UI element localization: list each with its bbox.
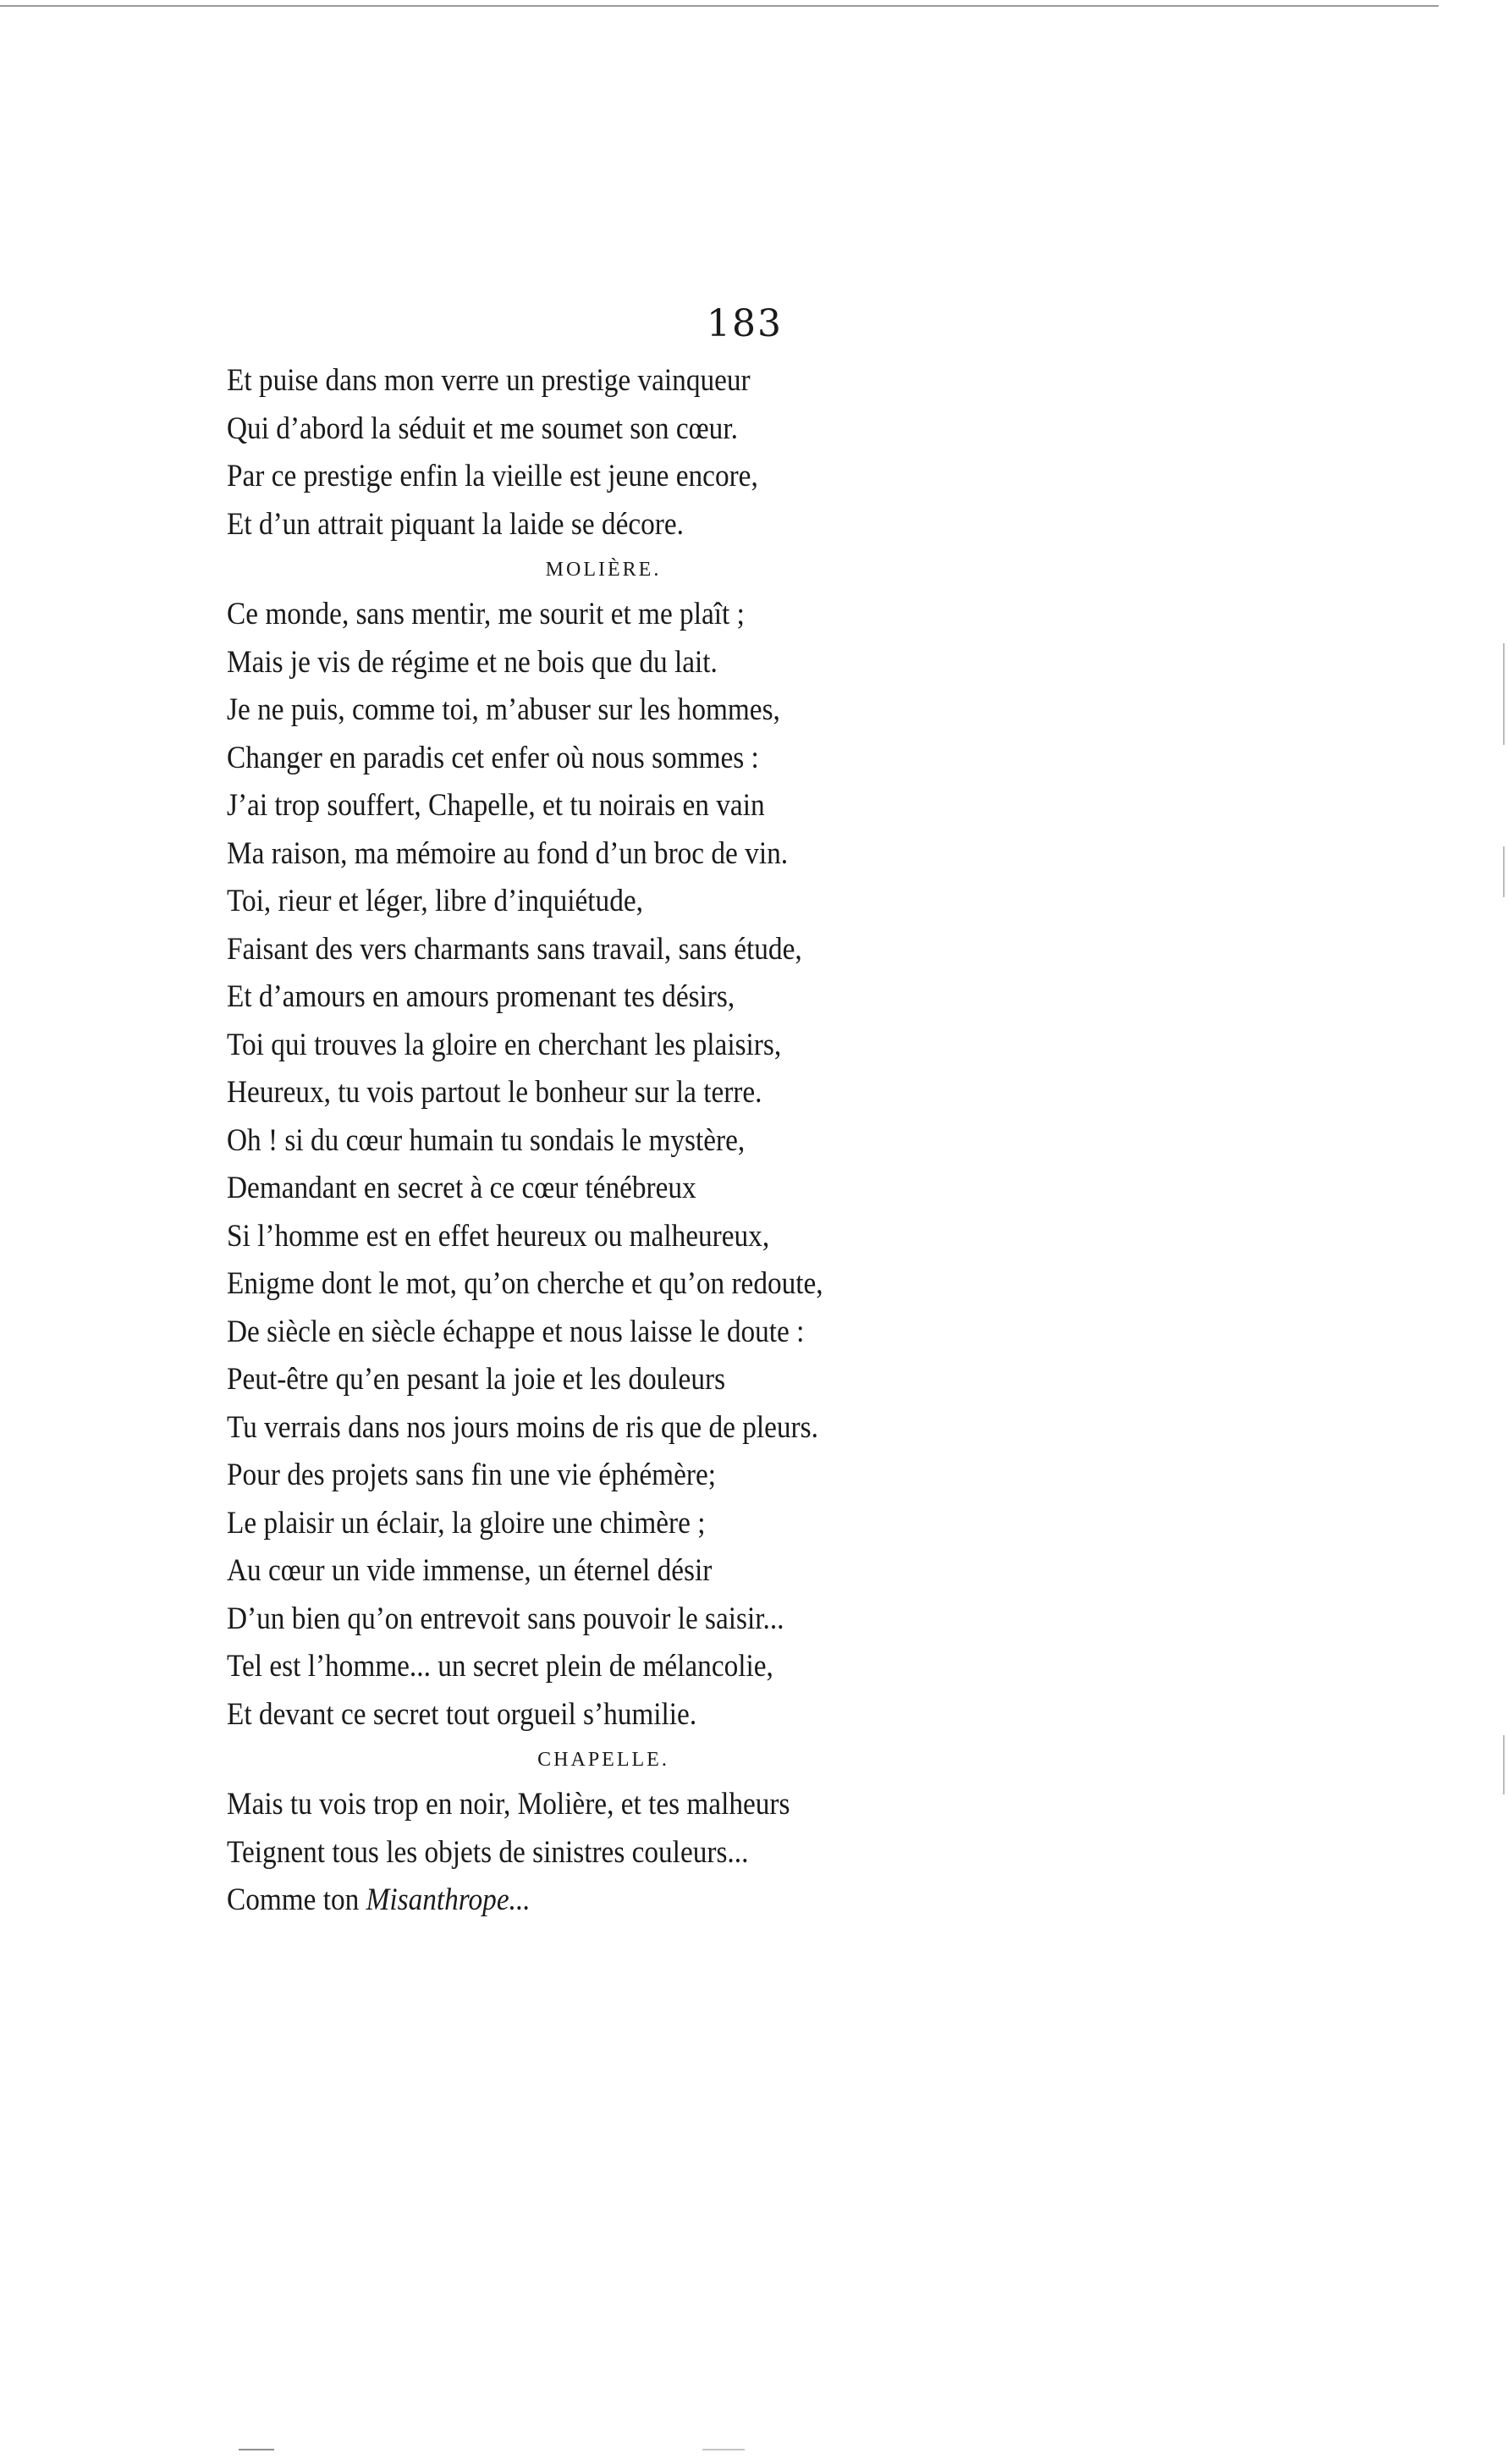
scan-edge-mark [1503, 846, 1505, 897]
scan-edge-mark [1503, 1735, 1505, 1794]
speaker-name: MOLIÈRE. [545, 559, 662, 581]
top-edge-rule [0, 5, 1439, 7]
verse-line [227, 1877, 1186, 1925]
verse-line: Et d’amours en amours promenant tes désirs, [227, 979, 735, 1014]
verse-line: Et devant ce secret tout orgueil s’humilie. [227, 1696, 697, 1732]
scan-bottom-mark [702, 2449, 745, 2450]
verse-line: Toi, rieur et léger, libre d’inquiétude, [227, 884, 643, 918]
verse-line: Heureux, tu vois partout le bonheur sur la terre. [227, 1075, 762, 1110]
verse-text [227, 357, 1293, 1925]
page-number: 183 [707, 302, 783, 345]
verse-line: J’ai trop souffert, Chapelle, et tu noirais en vain [227, 788, 765, 823]
verse-line: Oh ! si du cœur humain tu sondais le mystère, [227, 1122, 746, 1158]
verse-line: Enigme dont le mot, qu’on cherche et qu’on redoute, [227, 1266, 823, 1301]
speaker-name: CHAPELLE. [537, 1749, 669, 1771]
verse-line: Si l’homme est en effet heureux ou malheureux, [227, 1218, 770, 1254]
verse-line: D’un bien qu’on entrevoit sans pouvoir le saisir... [227, 1601, 784, 1636]
verse-line: Au cœur un vide immense, un éternel désir [227, 1553, 713, 1588]
scan-edge-mark [1503, 643, 1505, 745]
verse-line: Teignent tous les objets de sinistres couleurs... [227, 1834, 749, 1870]
verse-line: Et puise dans mon verre un prestige vainqueur [227, 363, 751, 398]
verse-line: Peut-être qu’en pesant la joie et les douleurs [227, 1362, 726, 1397]
verse-line: Pour des projets sans fin une vie éphémère; [227, 1458, 716, 1492]
verse-line: Tel est l’homme... un secret plein de mélancolie, [227, 1649, 773, 1684]
verse-line: Et d’un attrait piquant la laide se décore. [227, 506, 684, 542]
verse-line: Ce monde, sans mentir, me sourit et me plaît ; [227, 597, 745, 631]
verse-line: Le plaisir un éclair, la gloire une chimère ; [227, 1505, 706, 1541]
verse-line: Changer en paradis cet enfer où nous sommes : [227, 740, 759, 775]
verse-line: Ma raison, ma mémoire au fond d’un broc de vin. [227, 835, 789, 871]
verse-line: Faisant des vers charmants sans travail, sans étude, [227, 931, 802, 967]
verse-line: Tu verrais dans nos jours moins de ris que de pleurs. [227, 1409, 818, 1445]
verse-line: Toi qui trouves la gloire en cherchant les plaisirs, [227, 1027, 782, 1062]
verse-line: De siècle en siècle échappe et nous laisse le doute : [227, 1314, 805, 1349]
verse-line: Par ce prestige enfin la vieille est jeune encore, [227, 459, 758, 493]
verse-line-prefix: Comme ton [227, 1882, 366, 1917]
scan-bottom-mark [239, 2449, 274, 2450]
verse-line: Je ne puis, comme toi, m’abuser sur les hommes, [227, 692, 780, 727]
verse-line: Mais je vis de régime et ne bois que du lait. [227, 644, 718, 680]
verse-line: Demandant en secret à ce cœur ténébreux [227, 1171, 696, 1205]
verse-line: Mais tu vois trop en noir, Molière, et tes malheurs [227, 1787, 790, 1822]
play-title: Misanthrope... [366, 1882, 531, 1917]
verse-line: Qui d’abord la séduit et me soumet son cœur. [227, 411, 738, 446]
